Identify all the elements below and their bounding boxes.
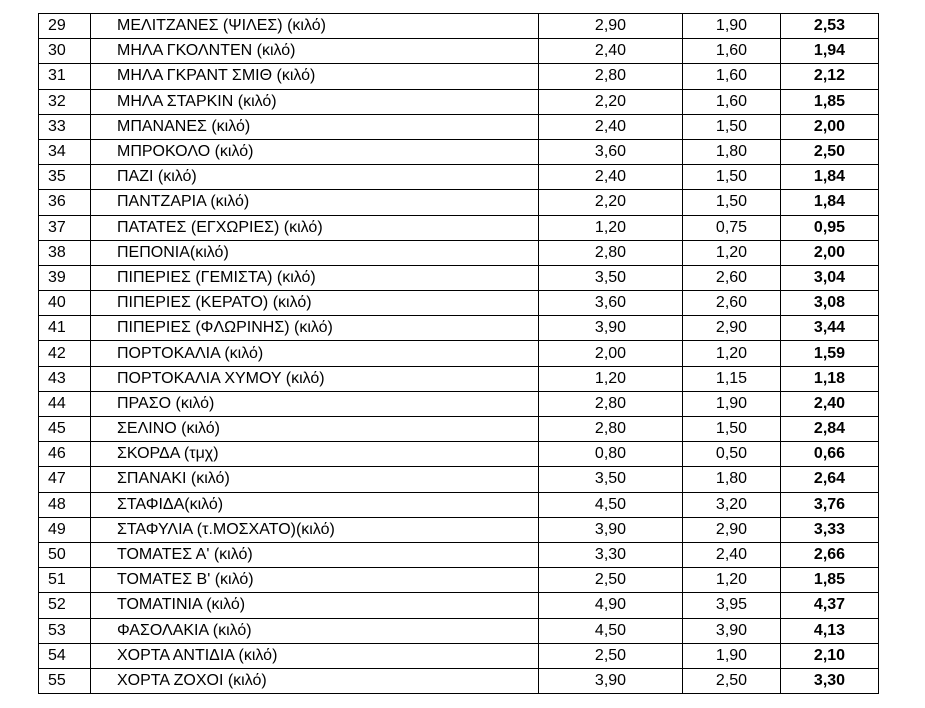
min-price: 1,90 [683,391,781,416]
max-price: 3,90 [539,517,683,542]
product-name: ΜΗΛΑ ΓΚΡΑΝΤ ΣΜΙΘ (κιλό) [91,64,539,89]
row-number: 50 [39,542,91,567]
min-price: 2,90 [683,517,781,542]
max-price: 3,50 [539,265,683,290]
average-price: 3,76 [781,492,879,517]
product-name: ΜΗΛΑ ΣΤΑΡΚΙΝ (κιλό) [91,89,539,114]
price-table [38,13,879,694]
row-number: 43 [39,366,91,391]
product-name: ΠΑΤΑΤΕΣ (ΕΓΧΩΡΙΕΣ) (κιλό) [91,215,539,240]
row-number: 39 [39,265,91,290]
max-price: 3,50 [539,467,683,492]
max-price: 2,50 [539,568,683,593]
min-price: 1,50 [683,165,781,190]
max-price: 1,20 [539,366,683,391]
table-row [39,291,879,316]
row-number: 32 [39,89,91,114]
row-number: 37 [39,215,91,240]
table-row [39,190,879,215]
average-price: 2,50 [781,139,879,164]
row-number: 45 [39,417,91,442]
product-name: ΠΑΝΤΖΑΡΙΑ (κιλό) [91,190,539,215]
row-number: 34 [39,139,91,164]
row-number: 46 [39,442,91,467]
max-price: 4,50 [539,618,683,643]
min-price: 1,60 [683,64,781,89]
min-price: 1,60 [683,89,781,114]
table-row [39,366,879,391]
product-name: ΣΤΑΦΥΛΙΑ (τ.ΜΟΣΧΑΤΟ)(κιλό) [91,517,539,542]
max-price: 2,50 [539,643,683,668]
product-name: ΠΡΑΣΟ (κιλό) [91,391,539,416]
max-price: 0,80 [539,442,683,467]
max-price: 2,20 [539,89,683,114]
row-number: 41 [39,316,91,341]
table-row [39,668,879,693]
average-price: 2,66 [781,542,879,567]
table-row [39,39,879,64]
average-price: 1,18 [781,366,879,391]
product-name: ΣΚΟΡΔΑ (τμχ) [91,442,539,467]
table-row [39,165,879,190]
table-row [39,517,879,542]
max-price: 3,60 [539,139,683,164]
table-row [39,442,879,467]
max-price: 1,20 [539,215,683,240]
min-price: 1,20 [683,568,781,593]
min-price: 3,95 [683,593,781,618]
min-price: 1,20 [683,341,781,366]
product-name: ΠΟΡΤΟΚΑΛΙΑ ΧΥΜΟΥ (κιλό) [91,366,539,391]
min-price: 2,40 [683,542,781,567]
table-row [39,341,879,366]
product-name: ΤΟΜΑΤΕΣ Β' (κιλό) [91,568,539,593]
table-row [39,14,879,39]
row-number: 53 [39,618,91,643]
row-number: 42 [39,341,91,366]
table-row [39,316,879,341]
average-price: 3,08 [781,291,879,316]
row-number: 40 [39,291,91,316]
product-name: ΜΕΛΙΤΖΑΝΕΣ (ΨΙΛΕΣ) (κιλό) [91,14,539,39]
max-price: 2,00 [539,341,683,366]
product-name: ΠΙΠΕΡΙΕΣ (ΚΕΡΑΤΟ) (κιλό) [91,291,539,316]
product-name: ΣΤΑΦΙΔΑ(κιλό) [91,492,539,517]
product-name: ΠΙΠΕΡΙΕΣ (ΓΕΜΙΣΤΑ) (κιλό) [91,265,539,290]
table-row [39,139,879,164]
average-price: 2,53 [781,14,879,39]
min-price: 1,80 [683,139,781,164]
row-number: 51 [39,568,91,593]
table-row [39,215,879,240]
product-name: ΜΠΑΝΑΝΕΣ (κιλό) [91,114,539,139]
average-price: 1,85 [781,89,879,114]
product-name: ΠΙΠΕΡΙΕΣ (ΦΛΩΡΙΝΗΣ) (κιλό) [91,316,539,341]
average-price: 4,37 [781,593,879,618]
table-row [39,643,879,668]
min-price: 1,50 [683,417,781,442]
max-price: 2,20 [539,190,683,215]
average-price: 3,44 [781,316,879,341]
min-price: 1,90 [683,14,781,39]
max-price: 4,50 [539,492,683,517]
min-price: 3,20 [683,492,781,517]
product-name: ΧΟΡΤΑ ΖΟΧΟΙ (κιλό) [91,668,539,693]
average-price: 1,84 [781,190,879,215]
average-price: 0,95 [781,215,879,240]
average-price: 3,33 [781,517,879,542]
max-price: 2,40 [539,165,683,190]
average-price: 3,30 [781,668,879,693]
average-price: 2,00 [781,114,879,139]
min-price: 0,75 [683,215,781,240]
row-number: 55 [39,668,91,693]
table-row [39,391,879,416]
max-price: 2,80 [539,240,683,265]
product-name: ΣΕΛΙΝΟ (κιλό) [91,417,539,442]
row-number: 54 [39,643,91,668]
average-price: 1,59 [781,341,879,366]
average-price: 0,66 [781,442,879,467]
max-price: 3,90 [539,668,683,693]
average-price: 1,84 [781,165,879,190]
max-price: 2,40 [539,39,683,64]
table-row [39,64,879,89]
average-price: 1,94 [781,39,879,64]
average-price: 3,04 [781,265,879,290]
table-row [39,417,879,442]
table-row [39,568,879,593]
product-name: ΤΟΜΑΤΙΝΙΑ (κιλό) [91,593,539,618]
product-name: ΤΟΜΑΤΕΣ Α' (κιλό) [91,542,539,567]
product-name: ΠΟΡΤΟΚΑΛΙΑ (κιλό) [91,341,539,366]
max-price: 2,90 [539,14,683,39]
max-price: 2,40 [539,114,683,139]
table-row [39,542,879,567]
table-row [39,492,879,517]
max-price: 4,90 [539,593,683,618]
min-price: 1,15 [683,366,781,391]
max-price: 3,30 [539,542,683,567]
min-price: 1,50 [683,114,781,139]
row-number: 36 [39,190,91,215]
min-price: 1,90 [683,643,781,668]
table-row [39,114,879,139]
min-price: 2,60 [683,265,781,290]
average-price: 2,12 [781,64,879,89]
min-price: 3,90 [683,618,781,643]
max-price: 2,80 [539,391,683,416]
table-row [39,89,879,114]
product-name: ΠΑΖΙ (κιλό) [91,165,539,190]
row-number: 47 [39,467,91,492]
average-price: 2,10 [781,643,879,668]
table-row [39,265,879,290]
row-number: 30 [39,39,91,64]
row-number: 29 [39,14,91,39]
product-name: ΜΠΡΟΚΟΛΟ (κιλό) [91,139,539,164]
average-price: 2,64 [781,467,879,492]
average-price: 2,40 [781,391,879,416]
average-price: 2,00 [781,240,879,265]
min-price: 1,20 [683,240,781,265]
row-number: 31 [39,64,91,89]
row-number: 33 [39,114,91,139]
row-number: 48 [39,492,91,517]
max-price: 3,90 [539,316,683,341]
max-price: 2,80 [539,417,683,442]
min-price: 2,60 [683,291,781,316]
table-row [39,618,879,643]
min-price: 0,50 [683,442,781,467]
row-number: 38 [39,240,91,265]
row-number: 49 [39,517,91,542]
product-name: ΦΑΣΟΛΑΚΙΑ (κιλό) [91,618,539,643]
product-name: ΜΗΛΑ ΓΚΟΛΝΤΕΝ (κιλό) [91,39,539,64]
table-row [39,240,879,265]
table-row [39,467,879,492]
product-name: ΠΕΠΟΝΙΑ(κιλό) [91,240,539,265]
product-name: ΧΟΡΤΑ ΑΝΤΙΔΙΑ (κιλό) [91,643,539,668]
row-number: 52 [39,593,91,618]
min-price: 2,90 [683,316,781,341]
min-price: 1,80 [683,467,781,492]
table-row [39,593,879,618]
average-price: 1,85 [781,568,879,593]
max-price: 2,80 [539,64,683,89]
max-price: 3,60 [539,291,683,316]
min-price: 1,60 [683,39,781,64]
average-price: 4,13 [781,618,879,643]
row-number: 35 [39,165,91,190]
product-name: ΣΠΑΝΑΚΙ (κιλό) [91,467,539,492]
row-number: 44 [39,391,91,416]
price-table-body [39,14,879,694]
average-price: 2,84 [781,417,879,442]
min-price: 1,50 [683,190,781,215]
min-price: 2,50 [683,668,781,693]
